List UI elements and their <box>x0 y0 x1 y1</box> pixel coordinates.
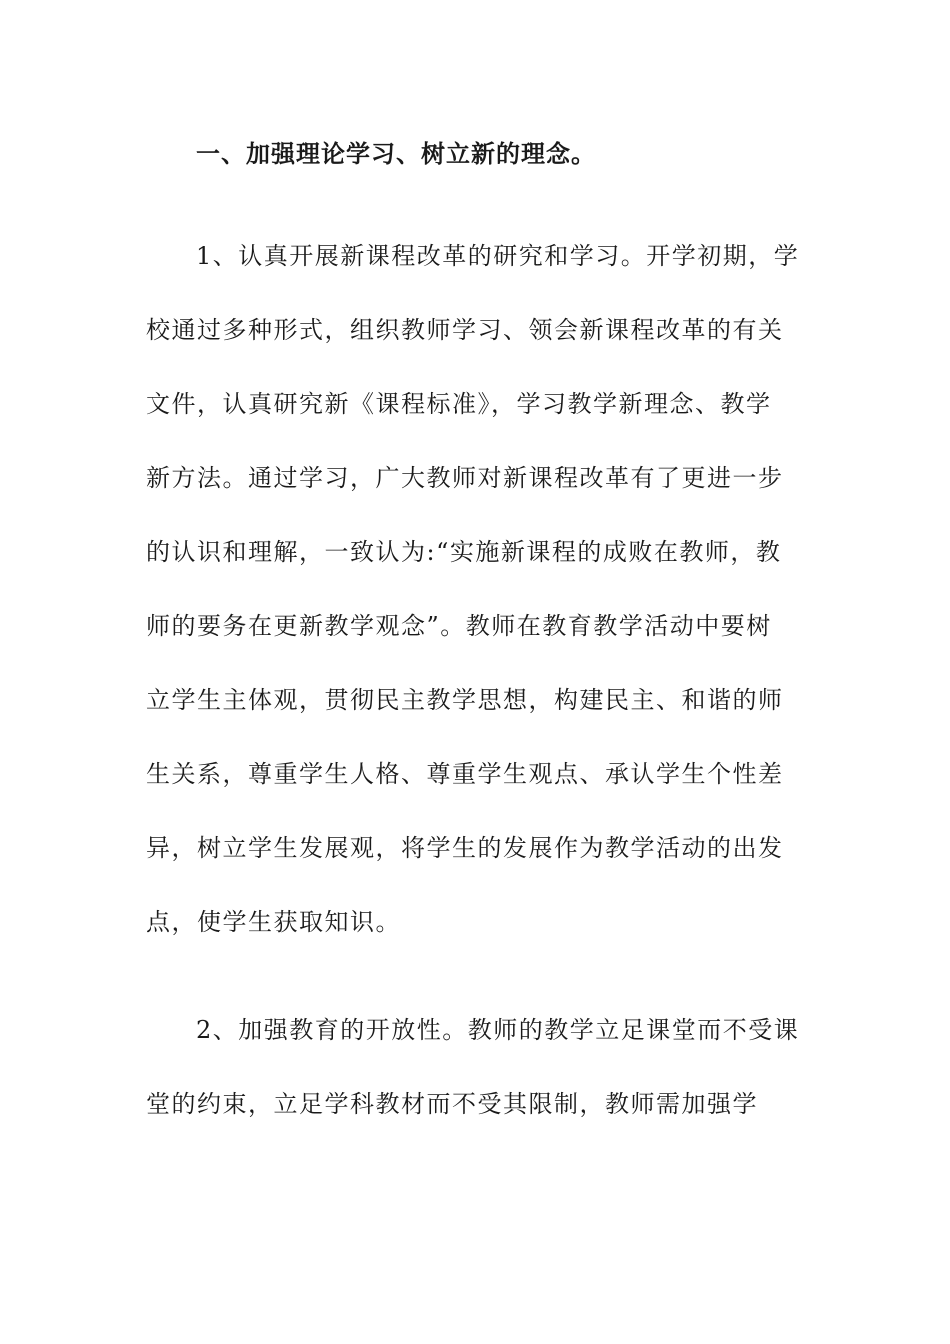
paragraph-line: 文件，认真研究新《课程标准》，学习教学新理念、教学 <box>146 390 772 418</box>
paragraph-line: 新方法。通过学习，广大教师对新课程改革有了更进一步 <box>146 464 784 492</box>
paragraph-line: 的认识和理解，一致认为:“实施新课程的成败在教师，教 <box>146 538 782 566</box>
section-heading: 一、加强理论学习、树立新的理念。 <box>196 139 596 168</box>
paragraph-line: 异，树立学生发展观，将学生的发展作为教学活动的出发 <box>146 834 784 862</box>
paragraph-line: 师的要务在更新教学观念”。教师在教育教学活动中要树 <box>146 612 772 640</box>
paragraph-line: 堂的约束，立足学科教材而不受其限制，教师需加强学 <box>146 1090 758 1118</box>
paragraph-line: 2、加强教育的开放性。教师的教学立足课堂而不受课 <box>196 1016 800 1044</box>
paragraph-line: 1、认真开展新课程改革的研究和学习。开学初期，学 <box>196 242 800 270</box>
paragraph-line: 立学生主体观，贯彻民主教学思想，构建民主、和谐的师 <box>146 686 784 714</box>
paragraph-line: 校通过多种形式，组织教师学习、领会新课程改革的有关 <box>146 316 784 344</box>
paragraph-line: 点，使学生获取知识。 <box>146 908 401 936</box>
paragraph-line: 生关系，尊重学生人格、尊重学生观点、承认学生个性差 <box>146 760 784 788</box>
